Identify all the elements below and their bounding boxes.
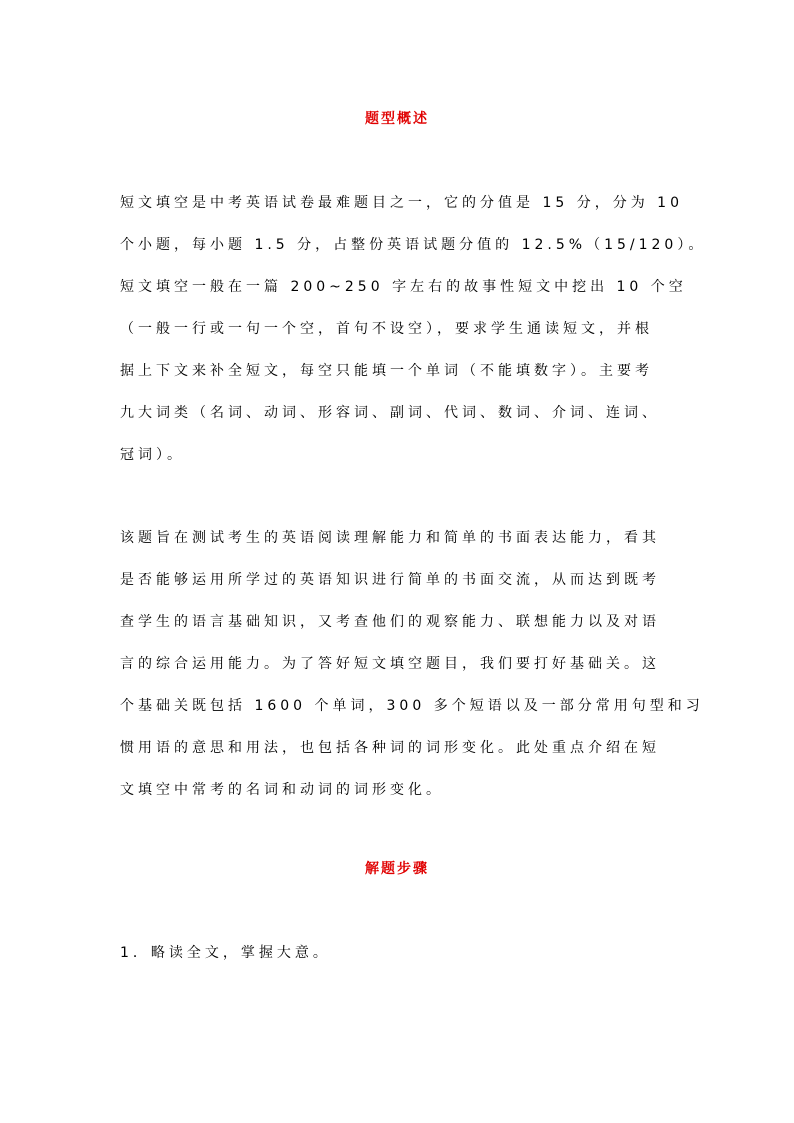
text-line: 据上下文来补全短文，每空只能填一个单词（不能填数字）。主要考 xyxy=(120,363,653,379)
text-line: 文填空中常考的名词和动词的词形变化。 xyxy=(120,782,444,798)
text-line: 该题旨在测试考生的英语阅读理解能力和简单的书面表达能力，看其 xyxy=(120,530,660,546)
text-line: 言的综合运用能力。为了答好短文填空题目，我们要打好基础关。这 xyxy=(120,656,660,672)
section-heading-overview: 题型概述 xyxy=(365,111,429,127)
text-line: 是否能够运用所学过的英语知识进行简单的书面交流，从而达到既考 xyxy=(120,572,660,588)
text-line: 短文填空一般在一篇 200~250 字左右的故事性短文中挖出 10 个空 xyxy=(120,279,687,295)
text-line: 个小题，每小题 1.5 分，占整份英语试题分值的 12.5%（15/120）。 xyxy=(120,237,707,253)
text-line: 惯用语的意思和用法，也包括各种词的词形变化。此处重点介绍在短 xyxy=(120,740,660,756)
text-line: 短文填空是中考英语试卷最难题目之一，它的分值是 15 分，分为 10 xyxy=(120,195,683,211)
text-line: （一般一行或一句一个空，首句不设空），要求学生通读短文，并根 xyxy=(120,321,653,337)
text-line: 九大词类（名词、动词、形容词、副词、代词、数词、介词、连词、 xyxy=(120,405,660,421)
section-heading-steps: 解题步骤 xyxy=(365,861,429,877)
text-line: 冠词）。 xyxy=(120,447,185,463)
text-line: 查学生的语言基础知识，又考查他们的观察能力、联想能力以及对语 xyxy=(120,614,660,630)
step-item: 1．略读全文，掌握大意。 xyxy=(120,945,331,961)
text-line: 个基础关既包括 1600 个单词，300 多个短语以及一部分常用句型和习 xyxy=(120,698,704,714)
